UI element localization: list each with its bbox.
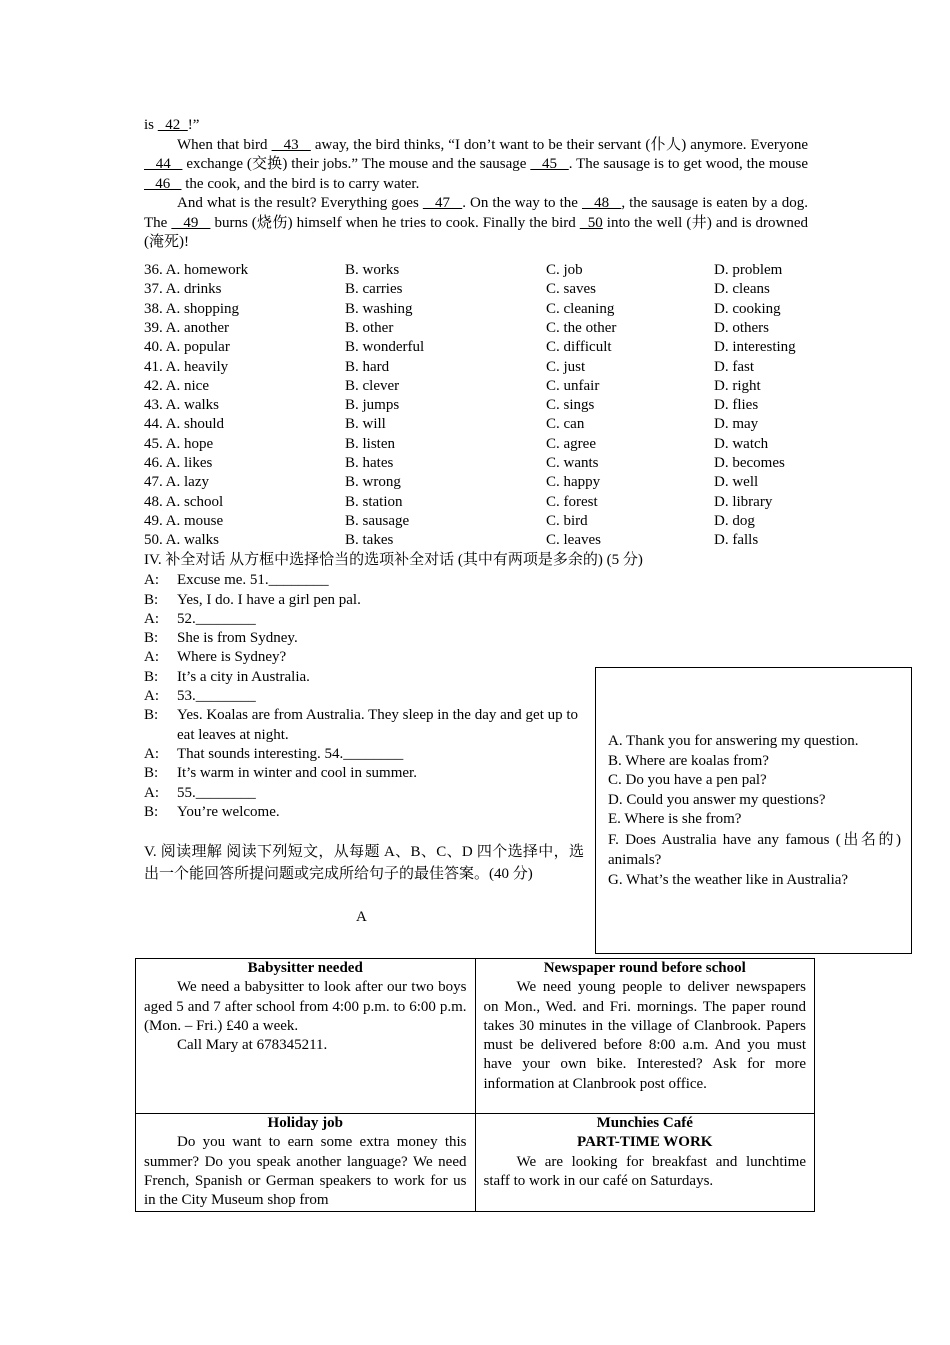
- option-row: [144, 531, 824, 550]
- option-d: D. may: [714, 416, 759, 433]
- option-a: 40. A. popular: [144, 339, 230, 356]
- dialogue-text: You’re welcome.: [177, 804, 280, 820]
- option-b: B. wonderful: [345, 339, 425, 356]
- speaker-label: A:: [144, 611, 159, 627]
- dialogue-text: Where is Sydney?: [177, 649, 287, 665]
- option-c: C. leaves: [546, 532, 601, 549]
- option-b: B. sausage: [345, 512, 410, 529]
- ad-title: Babysitter needed: [247, 960, 363, 976]
- option-a: 42. A. nice: [144, 377, 209, 394]
- option-d: D. cooking: [714, 300, 781, 317]
- box-option: F. Does Australia have any famous (出名的) animals?: [608, 831, 901, 868]
- passage-paragraph-2: When that bird 43 away, the bird thinks, “I don’t want to be their servant (仆人) anymore. Everyone 44 exchange (交换) their jobs.” The mouse and the sausage 45 . The sausage is to get wood, the mouse 46 the cook, and the bird is to carry water.: [144, 136, 809, 192]
- option-row: [144, 415, 824, 434]
- option-c: C. bird: [546, 512, 588, 529]
- ad-title: Holiday job: [267, 1115, 343, 1131]
- option-a: 46. A. likes: [144, 455, 213, 471]
- passage-line-42: is 42 !”: [144, 117, 200, 133]
- option-c: C. saves: [546, 281, 596, 298]
- option-d: D. fast: [714, 358, 754, 375]
- option-c: C. the other: [546, 319, 617, 336]
- option-b: B. wrong: [345, 474, 401, 491]
- ad-babysitter: [136, 959, 476, 1114]
- option-a: 39. A. another: [144, 319, 229, 336]
- option-c: C. agree: [546, 435, 596, 452]
- speaker-label: A:: [144, 572, 159, 588]
- option-row: [144, 338, 824, 357]
- section-5-heading: V. 阅读理解 阅读下列短文，从每题 A、B、C、D 四个选择中，选出一个能回答所提问题或完成所给句子的最佳答案。(40 分): [144, 844, 584, 882]
- speaker-label: A:: [144, 688, 159, 704]
- blank-48: 48: [581, 195, 622, 211]
- cloze-passage: [144, 116, 808, 253]
- ad-body: We need a babysitter to look after our two boys aged 5 and 7 after school from 4:00 p.m. to 6:00 p.m. (Mon. – Fri.) £40 a week.: [144, 979, 467, 1034]
- speaker-label: A:: [144, 746, 159, 762]
- option-d: D. right: [714, 377, 761, 394]
- option-a: 50. A. walks: [144, 532, 219, 549]
- blank-44: 44: [144, 156, 183, 172]
- option-a: 41. A. heavily: [144, 358, 229, 375]
- option-d: D. well: [714, 474, 759, 491]
- speaker-label: A:: [144, 785, 159, 801]
- speaker-label: A:: [144, 649, 159, 665]
- option-b: B. will: [345, 416, 386, 433]
- box-option: E. Where is she from?: [608, 811, 742, 827]
- option-a: 44. A. should: [144, 416, 225, 433]
- speaker-label: B:: [144, 630, 159, 646]
- option-b: B. jumps: [345, 397, 400, 414]
- option-row: [144, 319, 824, 338]
- options-box: [595, 667, 912, 954]
- option-b: B. other: [345, 319, 394, 336]
- passage-label-a: A: [356, 909, 367, 925]
- option-b: B. station: [345, 493, 403, 510]
- option-c: C. difficult: [546, 339, 612, 356]
- blank-42: 42: [157, 117, 188, 133]
- ad-body: We are looking for breakfast and lunchtime staff to work in our café on Saturdays.: [483, 1153, 806, 1189]
- ad-holiday-job: [136, 1114, 476, 1212]
- dialogue-text: She is from Sydney.: [177, 630, 298, 646]
- option-d: D. interesting: [714, 339, 796, 356]
- option-d: D. watch: [714, 435, 769, 452]
- option-b: B. carries: [345, 281, 403, 298]
- option-d: D. library: [714, 493, 773, 510]
- ad-body: We need young people to deliver newspapers on Mon., Wed. and Fri. mornings. The paper round takes 30 minutes in the village of Clanbrook. Papers must be delivered before 8:00 a.m. And you must have your own bike. Interested? Ask for more information at Clanbrook post office.: [483, 979, 806, 1092]
- dialogue-text: 55.________: [177, 785, 256, 801]
- option-c: C. job: [546, 262, 583, 278]
- option-b: B. hard: [345, 358, 390, 375]
- option-row: [144, 473, 824, 492]
- option-c: C. just: [546, 358, 586, 375]
- ad-newspaper: [475, 959, 815, 1114]
- option-row: [144, 261, 824, 280]
- option-c: C. cleaning: [546, 300, 615, 317]
- option-d: D. others: [714, 319, 769, 336]
- box-option: D. Could you answer my questions?: [608, 791, 826, 808]
- option-a: 49. A. mouse: [144, 512, 224, 529]
- option-a: 47. A. lazy: [144, 474, 209, 491]
- option-c: C. forest: [546, 493, 598, 510]
- passage-paragraph-3: And what is the result? Everything goes 47 . On the way to the 48 , the sausage is eaten by a dog. The 49 burns (烧伤) himself when he tries to cook. Finally the bird 50 into the well (井) and is drowned (淹死)!: [144, 195, 809, 250]
- option-row: [144, 300, 824, 319]
- blank-46: 46: [144, 175, 182, 192]
- option-row: [144, 358, 824, 377]
- box-option: B. Where are koalas from?: [608, 752, 769, 769]
- option-row: [144, 396, 824, 415]
- ad-body: Do you want to earn some extra money this summer? Do you speak another language? We need French, Spanish or German speakers to work for us in the City Museum shop from: [144, 1134, 467, 1209]
- dialogue-text: It’s warm in winter and cool in summer.: [177, 765, 417, 781]
- option-a: 43. A. walks: [144, 397, 219, 414]
- dialogue-text: That sounds interesting. 54.________: [177, 746, 404, 762]
- option-c: C. unfair: [546, 377, 600, 394]
- blank-49: 49: [171, 214, 211, 231]
- ad-title: Munchies Café: [596, 1115, 693, 1131]
- blank-43: 43: [271, 136, 311, 153]
- option-a: 37. A. drinks: [144, 281, 222, 298]
- box-option: A. Thank you for answering my question.: [608, 733, 859, 749]
- option-row: [144, 493, 824, 512]
- dialogue-text: It’s a city in Australia.: [177, 669, 310, 685]
- speaker-label: B:: [144, 707, 159, 723]
- option-b: B. works: [345, 262, 400, 278]
- dialogue-text: Yes, I do. I have a girl pen pal.: [177, 592, 361, 608]
- speaker-label: B:: [144, 669, 159, 685]
- option-b: B. takes: [345, 532, 394, 549]
- ad-subtitle: PART-TIME WORK: [577, 1134, 713, 1151]
- speaker-label: B:: [144, 592, 159, 608]
- option-b: B. listen: [345, 435, 396, 452]
- box-option: G. What’s the weather like in Australia?: [608, 871, 849, 888]
- option-d: D. problem: [714, 262, 783, 278]
- option-a: 38. A. shopping: [144, 300, 240, 317]
- option-a: 36. A. homework: [144, 262, 249, 278]
- ad-contact: Call Mary at 678345211.: [177, 1037, 328, 1054]
- dialogue-text: Excuse me. 51.________: [177, 572, 329, 588]
- option-c: C. sings: [546, 397, 595, 414]
- option-c: C. happy: [546, 474, 601, 491]
- option-row: [144, 435, 824, 454]
- ads-table: [135, 958, 815, 1212]
- ad-title: Newspaper round before school: [543, 960, 746, 976]
- option-d: D. cleans: [714, 281, 770, 298]
- speaker-label: B:: [144, 804, 159, 820]
- section-4-heading: IV. 补全对话 从方框中选择恰当的选项补全对话 (其中有两项是多余的) (5 分): [144, 552, 643, 568]
- blank-47: 47: [422, 195, 463, 211]
- option-row: [144, 512, 824, 531]
- dialogue-text: 52.________: [177, 611, 256, 627]
- option-a: 48. A. school: [144, 493, 224, 510]
- box-option: C. Do you have a pen pal?: [608, 772, 767, 788]
- speaker-label: B:: [144, 765, 159, 781]
- option-c: C. wants: [546, 455, 599, 471]
- blank-50: 50: [579, 214, 603, 231]
- ad-munchies-cafe: [475, 1114, 815, 1212]
- option-row: [144, 280, 824, 299]
- dialogue-text: 53.________: [177, 688, 256, 704]
- option-b: B. hates: [345, 455, 394, 471]
- option-d: D. falls: [714, 532, 759, 549]
- option-d: D. dog: [714, 512, 755, 529]
- option-row: [144, 377, 824, 396]
- blank-45: 45: [530, 156, 569, 172]
- option-a: 45. A. hope: [144, 435, 214, 452]
- option-b: B. clever: [345, 377, 400, 394]
- dialogue-text: Yes. Koalas are from Australia. They sleep in the day and get up to eat leaves at night.: [177, 707, 579, 743]
- option-b: B. washing: [345, 300, 413, 317]
- option-c: C. can: [546, 416, 585, 433]
- option-d: D. becomes: [714, 455, 785, 471]
- option-d: D. flies: [714, 397, 759, 414]
- option-row: [144, 454, 824, 473]
